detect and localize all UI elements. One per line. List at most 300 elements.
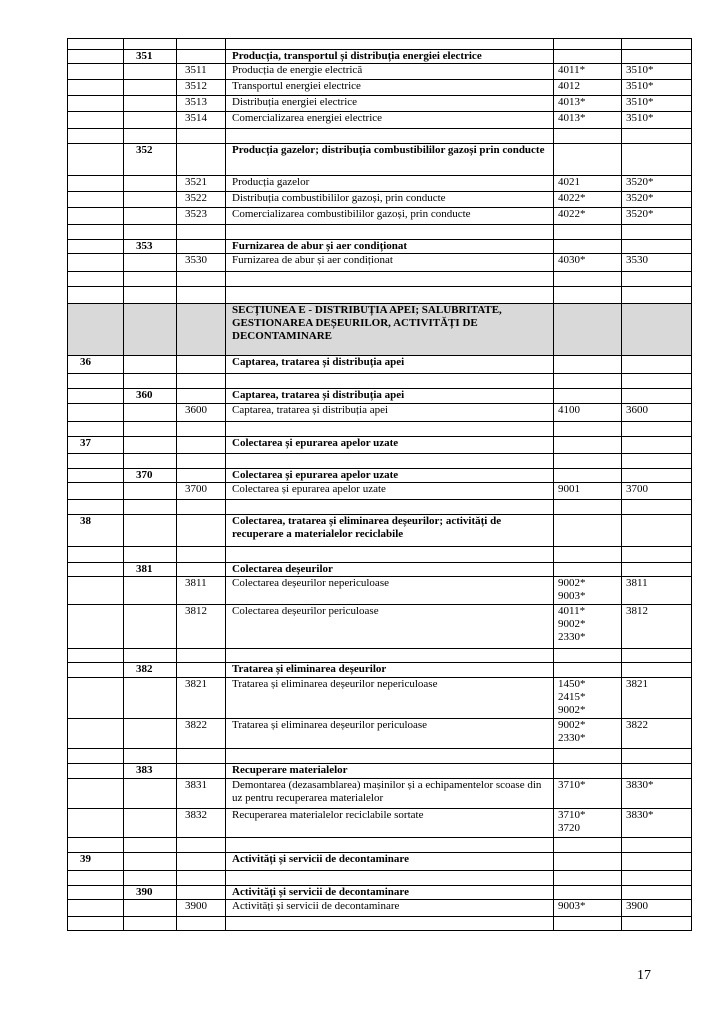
class-cell: 3822	[177, 719, 226, 749]
description-cell: Colectarea și epurarea apelor uzate	[226, 437, 554, 454]
description-cell: Comercializarea energiei electrice	[226, 112, 554, 129]
equivalence-cell: 3520*	[622, 176, 692, 192]
class-cell	[177, 663, 226, 678]
group-cell: 381	[124, 563, 177, 577]
table-row	[68, 404, 692, 422]
group-cell: 370	[124, 469, 177, 483]
equivalence-cell: 3510*	[622, 96, 692, 112]
division-cell	[68, 389, 124, 404]
description-cell: Colectarea deșeurilor periculoase	[226, 605, 554, 649]
table-row	[68, 454, 692, 469]
description-cell	[226, 272, 554, 287]
class-cell	[177, 272, 226, 287]
group-cell	[124, 649, 177, 663]
division-cell	[68, 663, 124, 678]
group-cell: 352	[124, 144, 177, 176]
division-cell: 37	[68, 437, 124, 454]
table-row	[68, 917, 692, 931]
code-cell: 4021	[554, 176, 622, 192]
class-cell	[177, 749, 226, 764]
equivalence-cell	[622, 917, 692, 931]
table-row	[68, 749, 692, 764]
description-cell	[226, 749, 554, 764]
code-cell: 4013*	[554, 96, 622, 112]
code-cell	[554, 649, 622, 663]
class-cell: 3522	[177, 192, 226, 208]
division-cell	[68, 577, 124, 605]
description-cell: Activități și servicii de decontaminare	[226, 900, 554, 917]
table-row	[68, 853, 692, 871]
table-row	[68, 50, 692, 64]
group-cell	[124, 374, 177, 389]
description-cell: Transportul energiei electrice	[226, 80, 554, 96]
description-cell: Activități și servicii de decontaminare	[226, 886, 554, 900]
equivalence-cell	[622, 853, 692, 871]
code-cell	[554, 838, 622, 853]
table-row	[68, 304, 692, 356]
table-row	[68, 374, 692, 389]
equivalence-cell	[622, 50, 692, 64]
division-cell	[68, 39, 124, 50]
class-cell	[177, 454, 226, 469]
class-cell: 3821	[177, 678, 226, 719]
division-cell	[68, 129, 124, 144]
table-row	[68, 437, 692, 454]
table-row	[68, 96, 692, 112]
description-cell: Tratarea și eliminarea deșeurilor	[226, 663, 554, 678]
table-row	[68, 112, 692, 129]
code-cell	[554, 853, 622, 871]
code-cell	[554, 563, 622, 577]
division-cell	[68, 547, 124, 563]
division-cell	[68, 287, 124, 304]
group-cell	[124, 454, 177, 469]
code-cell	[554, 454, 622, 469]
division-cell	[68, 469, 124, 483]
class-cell	[177, 649, 226, 663]
group-cell: 351	[124, 50, 177, 64]
table-row	[68, 871, 692, 886]
group-cell	[124, 404, 177, 422]
equivalence-cell	[622, 871, 692, 886]
table-row	[68, 422, 692, 437]
group-cell	[124, 129, 177, 144]
group-cell	[124, 192, 177, 208]
table-row	[68, 272, 692, 287]
code-cell	[554, 749, 622, 764]
code-cell	[554, 469, 622, 483]
group-cell	[124, 917, 177, 931]
class-cell	[177, 871, 226, 886]
equivalence-cell	[622, 469, 692, 483]
class-cell	[177, 225, 226, 240]
table-row	[68, 663, 692, 678]
group-cell: 383	[124, 764, 177, 779]
equivalence-cell	[622, 225, 692, 240]
division-cell	[68, 50, 124, 64]
division-cell	[68, 374, 124, 389]
code-cell	[554, 129, 622, 144]
description-cell	[226, 287, 554, 304]
class-cell: 3811	[177, 577, 226, 605]
equivalence-cell	[622, 272, 692, 287]
equivalence-cell: 3811	[622, 577, 692, 605]
class-cell: 3513	[177, 96, 226, 112]
table-row	[68, 500, 692, 515]
group-cell	[124, 900, 177, 917]
group-cell	[124, 779, 177, 809]
code-cell: 4011*	[554, 64, 622, 80]
description-cell: Distribuția energiei electrice	[226, 96, 554, 112]
table-row	[68, 192, 692, 208]
code-cell	[554, 356, 622, 374]
group-cell	[124, 547, 177, 563]
class-cell	[177, 853, 226, 871]
code-cell: 4022*	[554, 192, 622, 208]
description-cell: Captarea, tratarea și distribuția apei	[226, 404, 554, 422]
class-cell: 3700	[177, 483, 226, 500]
description-cell: Distribuția combustibililor gazoși, prin conducte	[226, 192, 554, 208]
table-row	[68, 719, 692, 749]
group-cell	[124, 96, 177, 112]
table-row	[68, 809, 692, 838]
code-cell	[554, 886, 622, 900]
equivalence-cell: 3812	[622, 605, 692, 649]
group-cell: 382	[124, 663, 177, 678]
equivalence-cell: 3510*	[622, 112, 692, 129]
table-body	[68, 39, 692, 931]
group-cell	[124, 225, 177, 240]
group-cell	[124, 422, 177, 437]
code-cell	[554, 663, 622, 678]
group-cell	[124, 304, 177, 356]
description-cell	[226, 225, 554, 240]
description-cell: Colectarea și epurarea apelor uzate	[226, 483, 554, 500]
equivalence-cell: 3510*	[622, 80, 692, 96]
class-cell	[177, 374, 226, 389]
code-cell: 3710* 3720	[554, 809, 622, 838]
table-row	[68, 240, 692, 254]
equivalence-cell	[622, 500, 692, 515]
equivalence-cell	[622, 749, 692, 764]
class-cell: 3523	[177, 208, 226, 225]
class-cell	[177, 764, 226, 779]
equivalence-cell: 3520*	[622, 192, 692, 208]
class-cell	[177, 144, 226, 176]
division-cell	[68, 208, 124, 225]
table-row	[68, 144, 692, 176]
description-cell	[226, 374, 554, 389]
description-cell: Colectarea deșeurilor	[226, 563, 554, 577]
group-cell	[124, 605, 177, 649]
division-cell: 39	[68, 853, 124, 871]
group-cell	[124, 719, 177, 749]
code-cell	[554, 304, 622, 356]
description-cell	[226, 871, 554, 886]
class-cell	[177, 469, 226, 483]
code-cell	[554, 144, 622, 176]
class-cell	[177, 515, 226, 547]
equivalence-cell	[622, 356, 692, 374]
equivalence-cell: 3830*	[622, 809, 692, 838]
division-cell	[68, 422, 124, 437]
division-cell	[68, 809, 124, 838]
class-cell: 3530	[177, 254, 226, 272]
description-cell: Producția gazelor; distribuția combustibililor gazoși prin conducte	[226, 144, 554, 176]
class-cell	[177, 917, 226, 931]
group-cell	[124, 287, 177, 304]
division-cell	[68, 838, 124, 853]
division-cell: 38	[68, 515, 124, 547]
class-cell	[177, 356, 226, 374]
class-cell: 3812	[177, 605, 226, 649]
division-cell	[68, 272, 124, 287]
equivalence-cell: 3510*	[622, 64, 692, 80]
division-cell	[68, 225, 124, 240]
description-cell	[226, 39, 554, 50]
class-cell: 3511	[177, 64, 226, 80]
division-cell	[68, 112, 124, 129]
table-row	[68, 563, 692, 577]
table-row	[68, 356, 692, 374]
code-cell	[554, 437, 622, 454]
class-cell: 3900	[177, 900, 226, 917]
group-cell: 360	[124, 389, 177, 404]
equivalence-cell	[622, 563, 692, 577]
class-cell	[177, 39, 226, 50]
code-cell: 4030*	[554, 254, 622, 272]
group-cell	[124, 678, 177, 719]
description-cell: Demontarea (dezasamblarea) mașinilor și a echipamentelor scoase din uz pentru recuperarea materialelor	[226, 779, 554, 809]
division-cell	[68, 192, 124, 208]
table-row	[68, 64, 692, 80]
description-cell: Furnizarea de abur și aer condiționat	[226, 240, 554, 254]
class-cell	[177, 129, 226, 144]
class-cell	[177, 287, 226, 304]
table-row	[68, 547, 692, 563]
code-cell: 4022*	[554, 208, 622, 225]
code-cell	[554, 547, 622, 563]
code-cell	[554, 515, 622, 547]
group-cell: 353	[124, 240, 177, 254]
division-cell	[68, 649, 124, 663]
description-cell: Tratarea și eliminarea deșeurilor periculoase	[226, 719, 554, 749]
code-cell	[554, 500, 622, 515]
division-cell	[68, 96, 124, 112]
table-row	[68, 469, 692, 483]
group-cell	[124, 208, 177, 225]
table-row	[68, 678, 692, 719]
division-cell	[68, 483, 124, 500]
division-cell	[68, 304, 124, 356]
classification-table	[67, 38, 692, 931]
code-cell: 4013*	[554, 112, 622, 129]
class-cell	[177, 389, 226, 404]
description-cell	[226, 547, 554, 563]
description-cell: Captarea, tratarea și distribuția apei	[226, 389, 554, 404]
group-cell	[124, 272, 177, 287]
division-cell	[68, 900, 124, 917]
description-cell: Producția, transportul și distribuția energiei electrice	[226, 50, 554, 64]
code-cell	[554, 764, 622, 779]
description-cell: Colectarea deșeurilor nepericuloase	[226, 577, 554, 605]
description-cell: Captarea, tratarea și distribuția apei	[226, 356, 554, 374]
equivalence-cell	[622, 39, 692, 50]
equivalence-cell	[622, 304, 692, 356]
equivalence-cell	[622, 886, 692, 900]
class-cell	[177, 500, 226, 515]
code-cell	[554, 287, 622, 304]
description-cell	[226, 649, 554, 663]
division-cell	[68, 779, 124, 809]
equivalence-cell	[622, 649, 692, 663]
class-cell	[177, 240, 226, 254]
code-cell	[554, 389, 622, 404]
class-cell	[177, 838, 226, 853]
equivalence-cell	[622, 422, 692, 437]
code-cell: 3710*	[554, 779, 622, 809]
table-row	[68, 900, 692, 917]
division-cell	[68, 404, 124, 422]
division-cell	[68, 176, 124, 192]
description-cell	[226, 838, 554, 853]
division-cell	[68, 64, 124, 80]
equivalence-cell	[622, 454, 692, 469]
equivalence-cell	[622, 663, 692, 678]
description-cell: SECȚIUNEA E - DISTRIBUȚIA APEI; SALUBRITATE, GESTIONAREA DEȘEURILOR, ACTIVITĂȚI DE DECONTAMINARE	[226, 304, 554, 356]
description-cell: Recuperarea materialelor reciclabile sortate	[226, 809, 554, 838]
group-cell	[124, 80, 177, 96]
equivalence-cell: 3822	[622, 719, 692, 749]
group-cell: 390	[124, 886, 177, 900]
table-row	[68, 605, 692, 649]
code-cell	[554, 272, 622, 287]
equivalence-cell	[622, 144, 692, 176]
table-row	[68, 208, 692, 225]
division-cell	[68, 454, 124, 469]
table-row	[68, 838, 692, 853]
equivalence-cell: 3520*	[622, 208, 692, 225]
division-cell	[68, 749, 124, 764]
group-cell	[124, 577, 177, 605]
table-row	[68, 779, 692, 809]
table-row	[68, 129, 692, 144]
equivalence-cell	[622, 389, 692, 404]
division-cell	[68, 719, 124, 749]
code-cell: 4011* 9002* 2330*	[554, 605, 622, 649]
code-cell	[554, 225, 622, 240]
equivalence-cell	[622, 374, 692, 389]
description-cell: Comercializarea combustibililor gazoși, prin conducte	[226, 208, 554, 225]
class-cell: 3512	[177, 80, 226, 96]
class-cell	[177, 50, 226, 64]
table-row	[68, 577, 692, 605]
code-cell: 9001	[554, 483, 622, 500]
class-cell: 3832	[177, 809, 226, 838]
group-cell	[124, 356, 177, 374]
class-cell	[177, 437, 226, 454]
equivalence-cell: 3530	[622, 254, 692, 272]
division-cell	[68, 240, 124, 254]
equivalence-cell	[622, 764, 692, 779]
page-number: 17	[637, 968, 651, 983]
equivalence-cell	[622, 287, 692, 304]
code-cell: 9003*	[554, 900, 622, 917]
group-cell	[124, 749, 177, 764]
table-row	[68, 225, 692, 240]
table-row	[68, 764, 692, 779]
code-cell: 4012	[554, 80, 622, 96]
class-cell	[177, 304, 226, 356]
division-cell	[68, 80, 124, 96]
group-cell	[124, 39, 177, 50]
code-cell	[554, 422, 622, 437]
equivalence-cell	[622, 129, 692, 144]
equivalence-cell: 3700	[622, 483, 692, 500]
description-cell	[226, 500, 554, 515]
equivalence-cell	[622, 838, 692, 853]
code-cell	[554, 871, 622, 886]
division-cell	[68, 144, 124, 176]
code-cell	[554, 240, 622, 254]
description-cell	[226, 129, 554, 144]
class-cell: 3521	[177, 176, 226, 192]
class-cell: 3831	[177, 779, 226, 809]
code-cell: 9002* 2330*	[554, 719, 622, 749]
description-cell	[226, 422, 554, 437]
group-cell	[124, 112, 177, 129]
table-row	[68, 254, 692, 272]
division-cell	[68, 678, 124, 719]
group-cell	[124, 483, 177, 500]
equivalence-cell	[622, 547, 692, 563]
description-cell: Producția de energie electrică	[226, 64, 554, 80]
code-cell	[554, 39, 622, 50]
description-cell: Colectarea, tratarea și eliminarea deșeurilor; activități de recuperare a materialelor reciclabile	[226, 515, 554, 547]
division-cell	[68, 871, 124, 886]
code-cell: 1450* 2415* 9002*	[554, 678, 622, 719]
equivalence-cell	[622, 240, 692, 254]
division-cell	[68, 764, 124, 779]
group-cell	[124, 838, 177, 853]
division-cell	[68, 605, 124, 649]
group-cell	[124, 176, 177, 192]
code-cell	[554, 917, 622, 931]
equivalence-cell	[622, 515, 692, 547]
group-cell	[124, 853, 177, 871]
equivalence-cell: 3600	[622, 404, 692, 422]
code-cell	[554, 50, 622, 64]
class-cell: 3600	[177, 404, 226, 422]
group-cell	[124, 437, 177, 454]
division-cell	[68, 563, 124, 577]
division-cell	[68, 886, 124, 900]
class-cell	[177, 547, 226, 563]
code-cell: 9002* 9003*	[554, 577, 622, 605]
equivalence-cell: 3830*	[622, 779, 692, 809]
description-cell: Producția gazelor	[226, 176, 554, 192]
description-cell: Furnizarea de abur și aer condiționat	[226, 254, 554, 272]
class-cell	[177, 422, 226, 437]
group-cell	[124, 254, 177, 272]
table-row	[68, 39, 692, 50]
table-row	[68, 389, 692, 404]
equivalence-cell: 3821	[622, 678, 692, 719]
description-cell	[226, 454, 554, 469]
group-cell	[124, 871, 177, 886]
division-cell	[68, 254, 124, 272]
group-cell	[124, 500, 177, 515]
